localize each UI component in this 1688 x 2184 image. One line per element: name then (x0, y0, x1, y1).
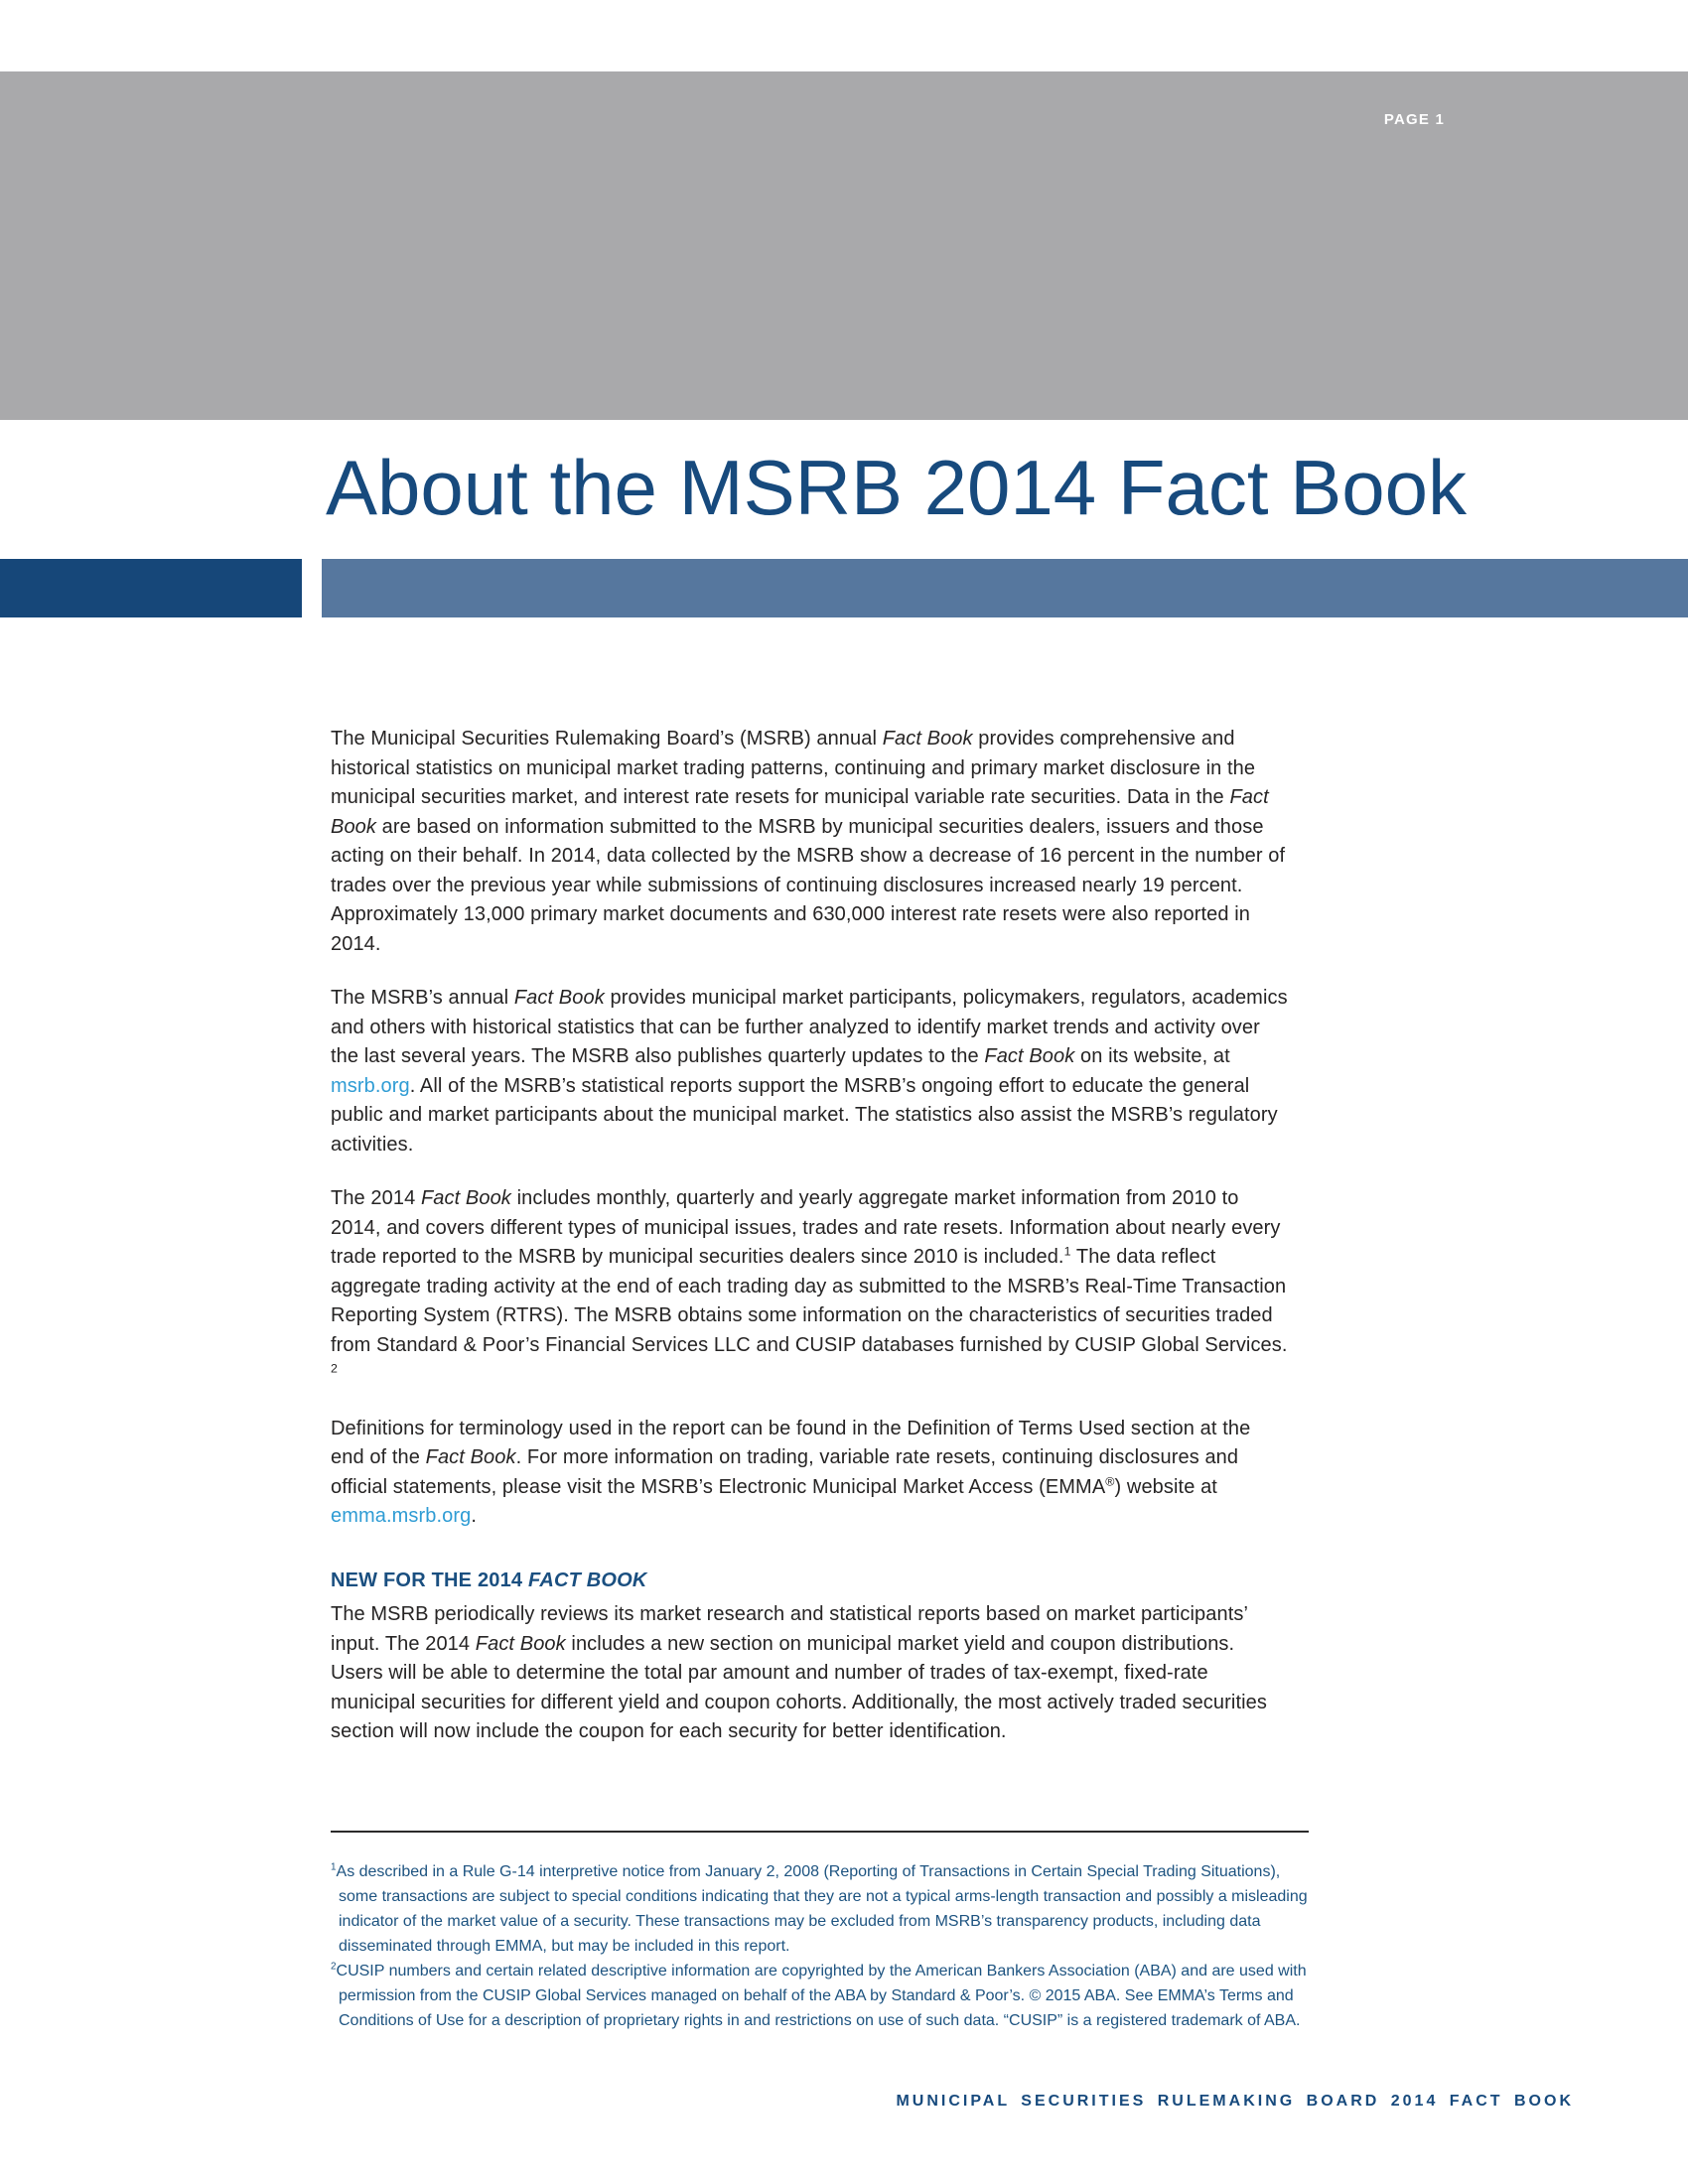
page-number-label: PAGE 1 (1383, 111, 1445, 128)
footer-text: MUNICIPAL SECURITIES RULEMAKING BOARD 2014 FACT BOOK (896, 2093, 1574, 2110)
footnote-divider (331, 1831, 1309, 1833)
body-content (331, 725, 1289, 1772)
emma-msrb-org-link[interactable]: emma.msrb.org (331, 1505, 472, 1527)
body-paragraph-1: The Municipal Securities Rulemaking Board’s (MSRB) annual Fact Book provides comprehensive and historical statistics on municipal market trading patterns, continuing and primary market disclosure in the municipal securities market, and interest rate resets for municipal variable rate securities. Data in the Fact Book are based on information submitted to the MSRB by municipal securities dealers, issuers and those acting on their behalf. In 2014, data collected by the MSRB show a decrease of 16 percent in the number of trades over the previous year while submissions of continuing disclosures increased nearly 19 percent. Approximately 13,000 primary market documents and 630,000 interest rate resets were also reported in 2014. (331, 728, 1286, 955)
body-paragraph-3: The 2014 Fact Book includes monthly, quarterly and yearly aggregate market information from 2010 to 2014, and covers different types of municipal issues, trades and rate resets. Information about nearly every trade reported to the MSRB by municipal securities dealers since 2010 is included.$^1$ The data reflect aggregate trading activity at the end of each trading day as submitted to the MSRB’s Real-Time Transaction Reporting System (RTRS). The MSRB obtains some information on the characteristics of securities traded from Standard & Poor’s Financial Services LLC and CUSIP databases furnished by CUSIP Global Services. $^2$ (331, 1187, 1288, 1376)
body-paragraph-5: The MSRB periodically reviews its market research and statistical reports based on market participants’ input. The 2014 Fact Book includes a new section on municipal market yield and coupon distributions. Users will be able to determine the total par amount and number of trades of tax-exempt, fixed-rate municipal securities for different yield and coupon cohorts. Additionally, the most actively traded securities section will now include the coupon for each security for better identification. (331, 1603, 1267, 1742)
title-rule-light-bar (322, 559, 1688, 617)
footnote-2: $^2$CUSIP numbers and certain related descriptive information are copyrighted by the American Bankers Association (ABA) and are used with permission from the CUSIP Global Services managed on behalf of the ABA by Standard & Poor’s. © 2015 ABA. See EMMA’s Terms and Conditions of Use for a description of proprietary rights in and restrictions on use of such data. “CUSIP” is a registered trademark of ABA. (331, 1961, 1307, 2029)
header-band (0, 71, 1688, 420)
section-heading: NEW FOR THE 2014 FACT BOOK (331, 1569, 647, 1591)
msrb-org-link[interactable]: msrb.org (331, 1074, 410, 1097)
footnotes-section (331, 1831, 1309, 2033)
body-paragraph-2: The MSRB’s annual Fact Book provides municipal market participants, policymakers, regulators, academics and others with historical statistics that can be further analyzed to identify market trends and activity over the last several years. The MSRB also publishes quarterly updates to the Fact Book on its website, at msrb.org. All of the MSRB’s statistical reports support the MSRB’s ongoing effort to educate the general public and market participants about the municipal market. The statistics also assist the MSRB’s regulatory activities. (331, 987, 1288, 1156)
title-rule-dark-bar (0, 559, 302, 617)
page-title: About the MSRB 2014 Fact Book (326, 444, 1467, 531)
footnote-1: $^1$As described in a Rule G-14 interpretive notice from January 2, 2008 (Reporting of Transactions in Certain Special Trading Situations), some transactions are subject to special conditions indicating that they are not a typical arms-length transaction and possibly a misleading indicator of the market value of a security. These transactions may be excluded from MSRB’s transparency products, including data disseminated through EMMA, but may be included in this report. (331, 1861, 1308, 1955)
body-paragraph-4: Definitions for terminology used in the report can be found in the Definition of Terms Used section at the end of the Fact Book. For more information on trading, variable rate resets, continuing disclosures and official statements, please visit the MSRB’s Electronic Municipal Market Access (EMMA®) website at emma.msrb.org. (331, 1417, 1251, 1527)
